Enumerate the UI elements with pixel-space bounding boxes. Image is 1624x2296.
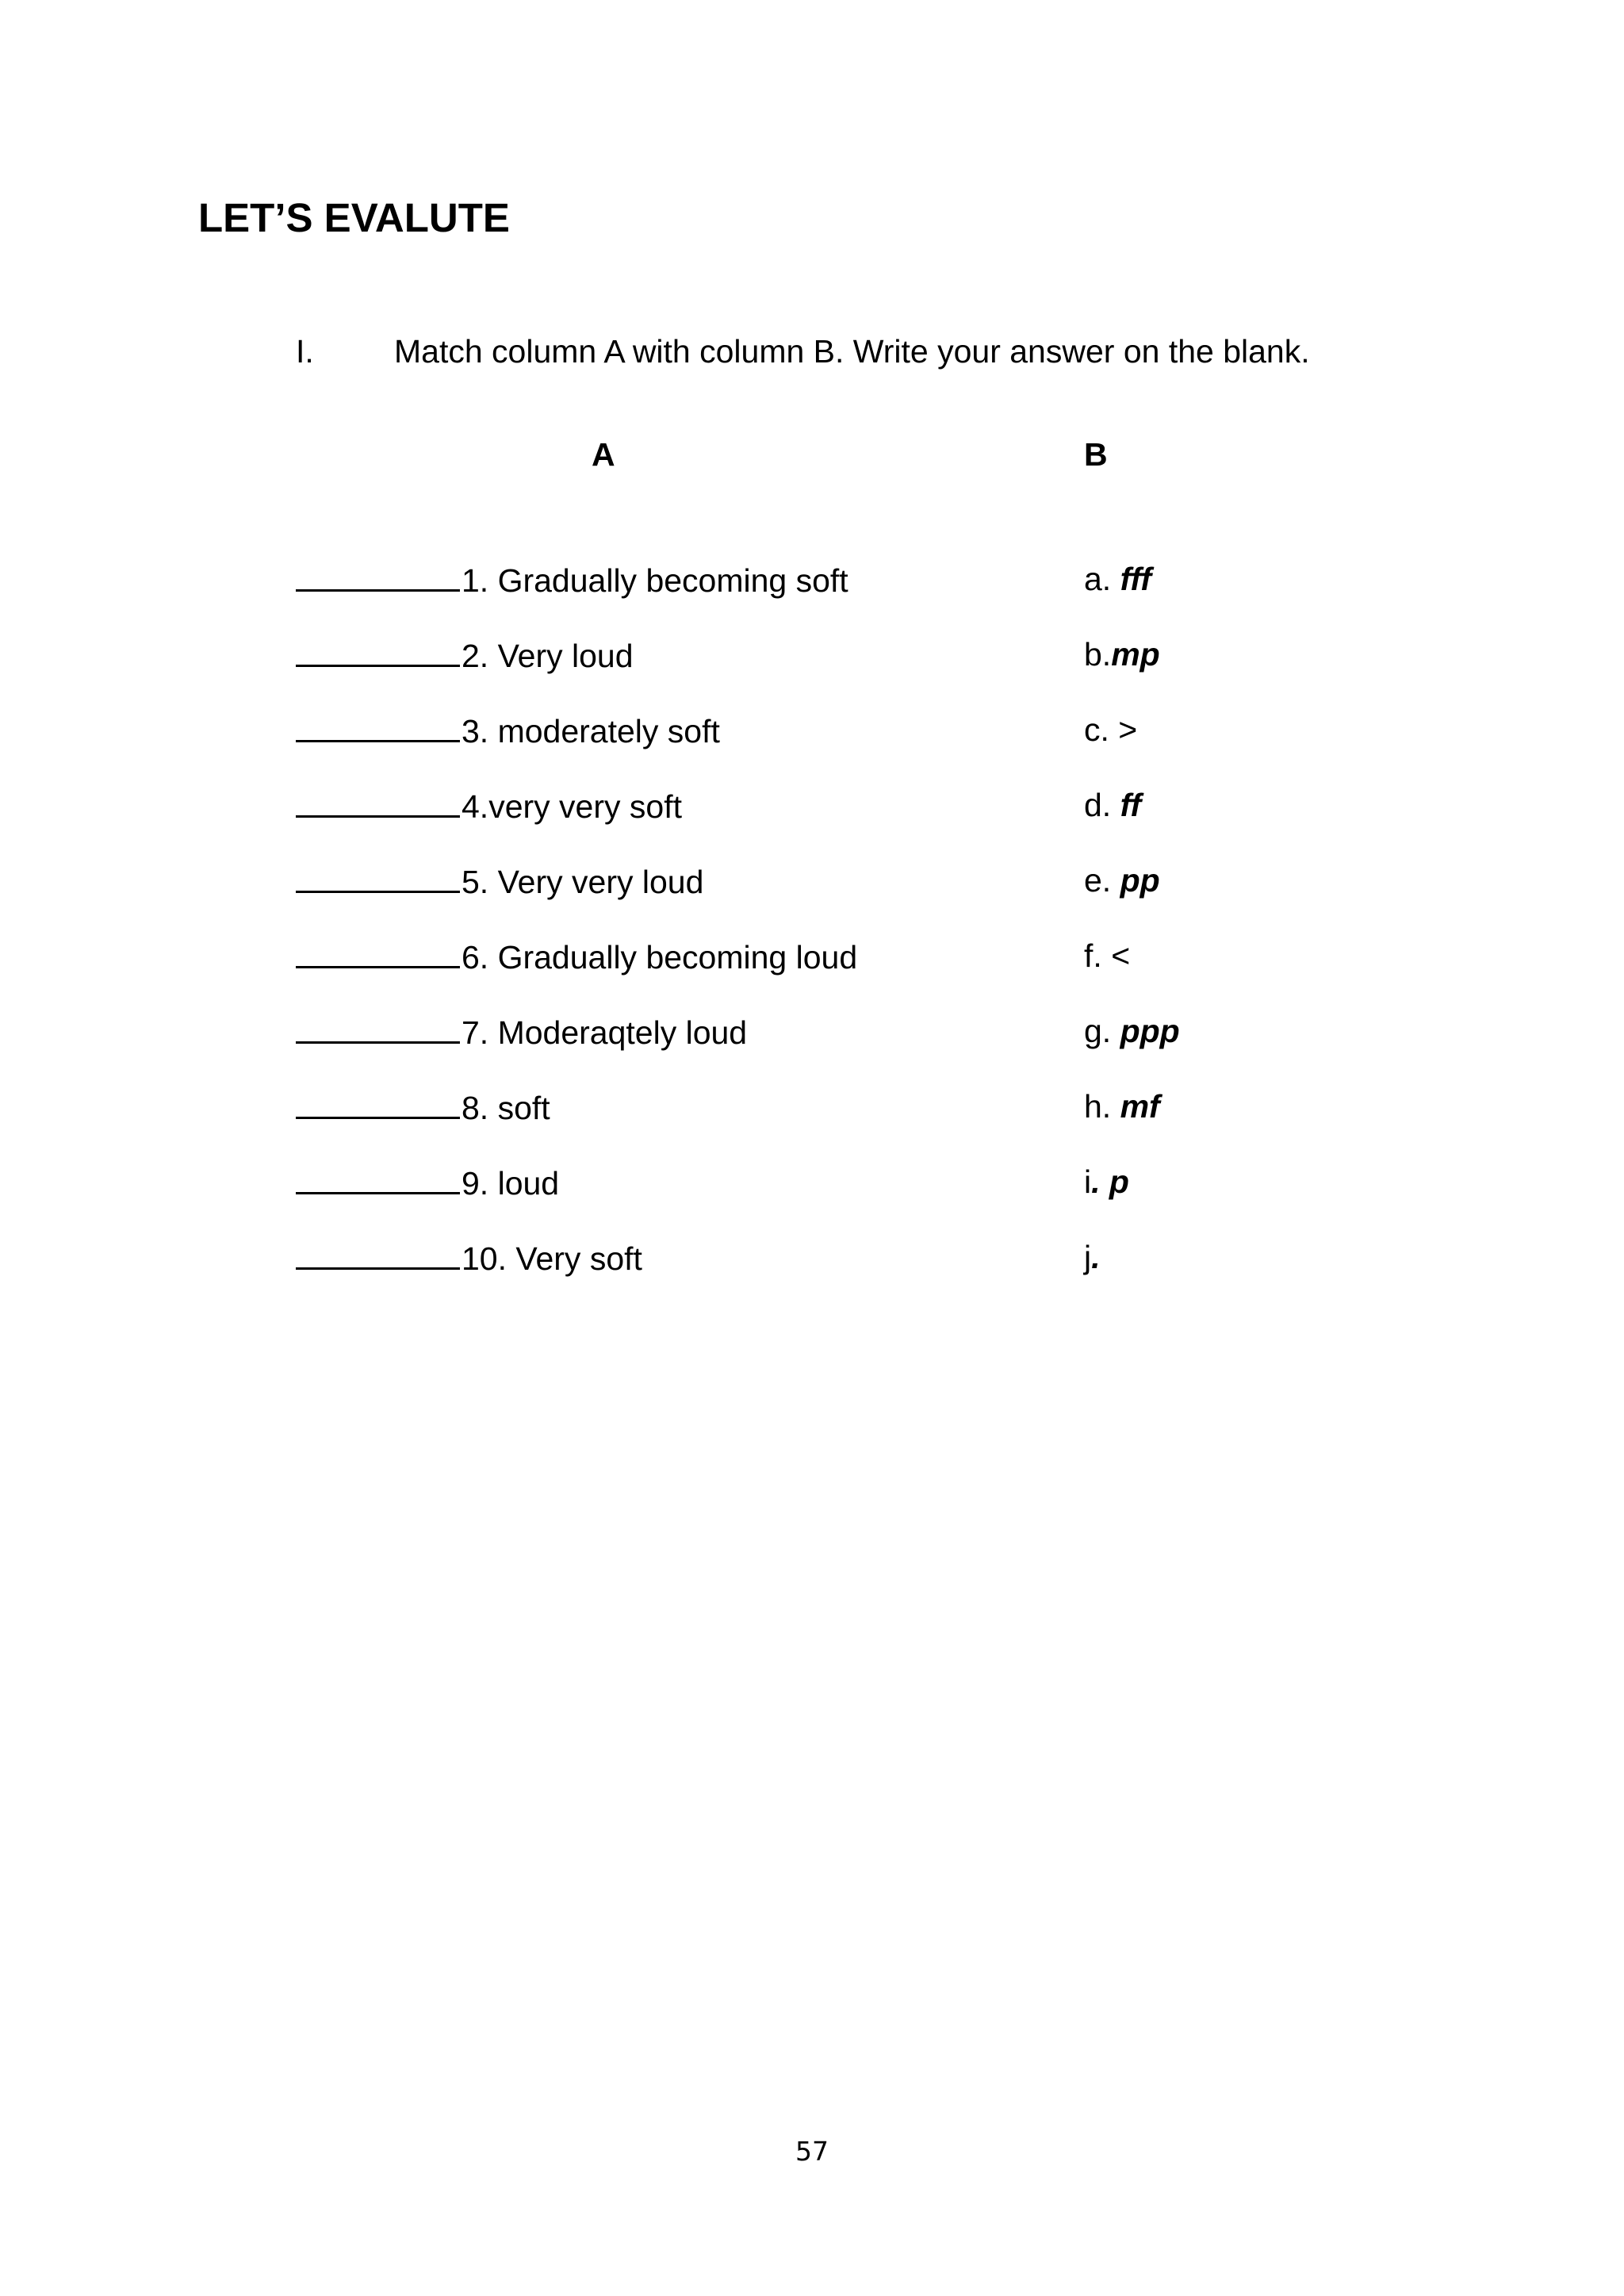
column-a-item <box>296 1237 642 1278</box>
page-title: LET’S EVALUTE <box>198 195 510 240</box>
column-b-letter: h. <box>1084 1088 1120 1125</box>
column-a-item-text: 2. Very loud <box>462 638 634 674</box>
matching-row <box>0 710 1624 749</box>
instruction-number: I. <box>296 333 314 370</box>
page-number: 57 <box>795 2136 829 2167</box>
answer-blank[interactable] <box>296 1162 460 1194</box>
column-a-item-text: 4.very very soft <box>462 788 682 825</box>
column-a-item-text: 3. moderately soft <box>462 713 720 749</box>
column-a-item <box>296 634 634 676</box>
column-a-item <box>296 785 682 826</box>
column-b-header: B <box>1084 436 1108 473</box>
column-a-item <box>296 1087 550 1128</box>
answer-blank[interactable] <box>296 559 460 592</box>
dynamic-symbol: ff <box>1120 787 1142 823</box>
column-b-letter: e. <box>1084 862 1120 899</box>
column-b-item <box>1084 1237 1101 1277</box>
matching-row <box>0 1011 1624 1051</box>
answer-blank[interactable] <box>296 861 460 893</box>
column-a-item <box>296 861 703 902</box>
column-b-letter: g. <box>1084 1013 1120 1049</box>
dynamic-symbol: fff <box>1120 561 1152 597</box>
column-b-letter: j <box>1084 1239 1092 1275</box>
column-b-item <box>1084 861 1160 900</box>
matching-row <box>0 634 1624 674</box>
answer-blank[interactable] <box>296 710 460 742</box>
column-b-item <box>1084 936 1130 976</box>
column-a-item-text: 6. Gradually becoming loud <box>462 939 858 976</box>
answer-blank[interactable] <box>296 1087 460 1119</box>
column-b-item <box>1084 785 1141 825</box>
answer-blank[interactable] <box>296 936 460 968</box>
matching-row <box>0 785 1624 825</box>
matching-row <box>0 1162 1624 1202</box>
dynamic-symbol: ppp <box>1120 1013 1180 1049</box>
dynamic-symbol: . p <box>1091 1163 1129 1200</box>
matching-row <box>0 936 1624 976</box>
matching-row <box>0 559 1624 599</box>
column-a-header: A <box>592 436 615 473</box>
dynamic-symbol: > <box>1118 711 1138 748</box>
answer-blank[interactable] <box>296 1237 460 1270</box>
dynamic-symbol: mf <box>1120 1088 1160 1125</box>
instruction-text: Match column A with column B. Write your answer on the blank. <box>394 333 1310 370</box>
column-a-item <box>296 1011 747 1052</box>
column-a-item <box>296 936 857 977</box>
column-a-item-text: 8. soft <box>462 1090 550 1126</box>
column-b-item <box>1084 559 1151 599</box>
matching-row <box>0 1237 1624 1277</box>
column-a-item <box>296 559 848 600</box>
column-b-item <box>1084 634 1160 674</box>
column-b-letter: i <box>1084 1163 1092 1200</box>
column-a-item <box>296 1162 559 1203</box>
column-b-item <box>1084 710 1137 749</box>
column-b-letter: b. <box>1084 636 1112 673</box>
dynamic-symbol: mp <box>1111 636 1160 673</box>
dynamic-symbol: pp <box>1120 862 1160 899</box>
column-b-letter: a. <box>1084 561 1120 597</box>
column-b-item <box>1084 1162 1129 1202</box>
column-a-item-text: 9. loud <box>462 1165 560 1202</box>
answer-blank[interactable] <box>296 1011 460 1044</box>
matching-row <box>0 1087 1624 1126</box>
column-a-item-text: 7. Moderaqtely loud <box>462 1014 748 1051</box>
column-a-item <box>296 710 720 751</box>
dynamic-symbol: . <box>1091 1239 1101 1275</box>
column-b-item <box>1084 1087 1160 1126</box>
column-b-letter: d. <box>1084 787 1120 823</box>
column-a-item-text: 5. Very very loud <box>462 864 704 900</box>
matching-row <box>0 861 1624 900</box>
column-b-item <box>1084 1011 1180 1051</box>
dynamic-symbol: < <box>1111 937 1131 974</box>
answer-blank[interactable] <box>296 785 460 818</box>
column-a-item-text: 1. Gradually becoming soft <box>462 562 848 599</box>
column-b-letter: c. <box>1084 711 1119 748</box>
answer-blank[interactable] <box>296 634 460 667</box>
column-a-item-text: 10. Very soft <box>462 1240 642 1277</box>
column-b-letter: f. <box>1084 937 1112 974</box>
